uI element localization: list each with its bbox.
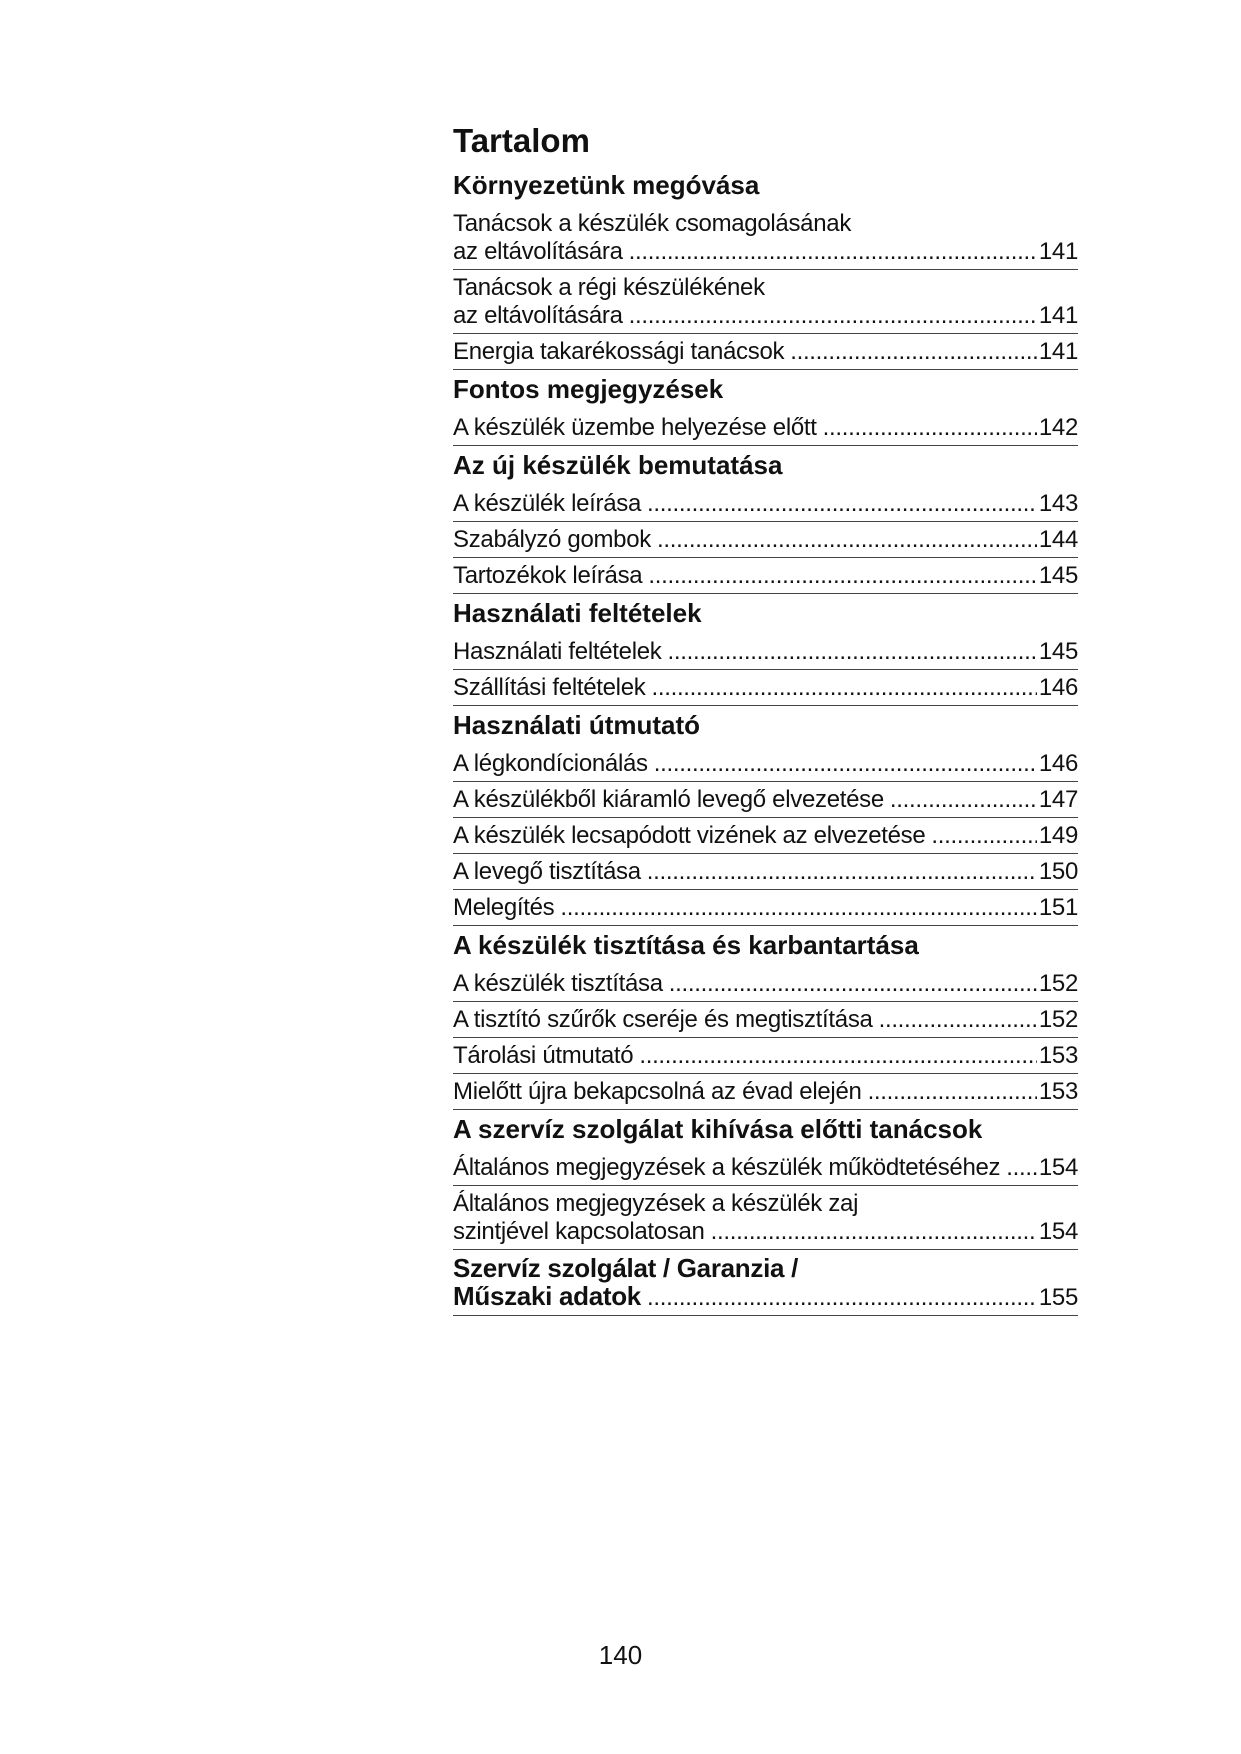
toc-entry-label: Műszaki adatok — [453, 1281, 641, 1311]
toc-entry-label: Szabályzó gombok — [453, 526, 651, 553]
toc-entry-label: Tárolási útmutató — [453, 1042, 634, 1069]
leader-dots — [654, 750, 1037, 778]
toc-entry[interactable] — [453, 558, 1078, 594]
leader-dots — [647, 490, 1037, 518]
toc-entry-line1: Tanácsok a készülék csomagolásának — [453, 210, 852, 237]
toc-entry-page: 141 — [1038, 338, 1078, 365]
toc-entry-page: 149 — [1038, 822, 1078, 849]
toc-section — [453, 170, 1078, 370]
toc-entry-label: Tartozékok leírása — [453, 562, 643, 589]
toc-entry-page: 154 — [1038, 1218, 1078, 1245]
toc-entry[interactable] — [453, 818, 1078, 854]
leader-dots — [931, 822, 1036, 850]
toc-entry-label: Energia takarékossági tanácsok — [453, 338, 785, 365]
toc-entry-page: 151 — [1038, 894, 1078, 921]
toc-entry-label: Szállítási feltételek — [453, 674, 646, 701]
toc-entry[interactable] — [453, 1074, 1078, 1110]
toc-entry-label: A készülék leírása — [453, 490, 642, 517]
toc-entry-label: Általános megjegyzések a készülék működtetéséhez — [453, 1154, 1001, 1181]
toc-entry[interactable] — [453, 522, 1078, 558]
section-heading: A készülék tisztítása és karbantartása — [453, 930, 919, 960]
toc-section — [453, 598, 1078, 706]
leader-dots — [868, 1078, 1037, 1106]
leader-dots — [823, 414, 1037, 442]
toc-entry-page: 153 — [1038, 1042, 1078, 1069]
toc-entry[interactable] — [453, 486, 1078, 522]
toc-entry-label: A készülék üzembe helyezése előtt — [453, 414, 817, 441]
section-heading: Fontos megjegyzések — [453, 374, 724, 404]
section-heading: A szervíz szolgálat kihívása előtti tanácsok — [453, 1114, 983, 1144]
leader-dots — [711, 1218, 1037, 1246]
toc-entry-label: az eltávolítására — [453, 302, 623, 329]
leader-dots — [790, 338, 1037, 366]
toc-entry[interactable] — [453, 206, 1078, 270]
toc-entry-label: A készülékből kiáramló levegő elvezetése — [453, 786, 884, 813]
toc-entry[interactable] — [453, 890, 1078, 926]
leader-dots — [629, 302, 1037, 330]
toc-entry[interactable] — [453, 1002, 1078, 1038]
toc-entry[interactable] — [453, 1038, 1078, 1074]
toc-entry-page: 146 — [1038, 750, 1078, 777]
toc-entry[interactable] — [453, 270, 1078, 334]
toc-entry-label: szintjével kapcsolatosan — [453, 1218, 705, 1245]
leader-dots — [639, 1042, 1037, 1070]
leader-dots — [890, 786, 1037, 814]
toc-entry[interactable] — [453, 1150, 1078, 1186]
toc-section — [453, 450, 1078, 594]
toc-entry[interactable] — [453, 966, 1078, 1002]
leader-dots — [879, 1006, 1037, 1034]
section-heading: Használati feltételek — [453, 598, 702, 628]
toc-entry-page: 145 — [1038, 562, 1078, 589]
leader-dots — [647, 858, 1037, 886]
leader-dots — [560, 894, 1036, 922]
toc-entry-label: A készülék lecsapódott vizének az elvezetése — [453, 822, 926, 849]
toc-entry-label: A légkondícionálás — [453, 750, 648, 777]
leader-dots — [651, 674, 1036, 702]
toc-entry-page: 142 — [1038, 414, 1078, 441]
toc-entry-page: 153 — [1038, 1078, 1078, 1105]
toc-entry[interactable] — [453, 410, 1078, 446]
toc-entry-label: Melegítés — [453, 894, 555, 921]
page-number: 140 — [598, 1640, 643, 1670]
toc-entry-service[interactable] — [453, 1250, 1078, 1316]
toc-section — [453, 374, 1078, 446]
leader-dots — [669, 970, 1037, 998]
toc-entry-page: 152 — [1038, 1006, 1078, 1033]
toc-entry-page: 146 — [1038, 674, 1078, 701]
leader-dots — [657, 526, 1037, 554]
toc-entry-label: A készülék tisztítása — [453, 970, 663, 997]
toc-entry-label: Használati feltételek — [453, 638, 662, 665]
toc-entry-line1: Szervíz szolgálat / Garanzia / — [453, 1253, 799, 1283]
toc-entry-page: 150 — [1038, 858, 1078, 885]
toc-section — [453, 1114, 1078, 1316]
toc-entry-page: 144 — [1038, 526, 1078, 553]
toc-entry-label: A levegő tisztítása — [453, 858, 641, 885]
toc-entry[interactable] — [453, 334, 1078, 370]
toc-entry-label: Mielőtt újra bekapcsolná az évad elején — [453, 1078, 862, 1105]
leader-dots — [629, 238, 1037, 266]
toc-entry-page: 141 — [1038, 302, 1078, 329]
leader-dots — [667, 638, 1036, 666]
toc-entry-page: 143 — [1038, 490, 1078, 517]
toc-entry[interactable] — [453, 782, 1078, 818]
toc-entry-page: 152 — [1038, 970, 1078, 997]
toc-entry-page: 154 — [1038, 1154, 1078, 1181]
toc-entry-label: A tisztító szűrők cseréje és megtisztítása — [453, 1006, 873, 1033]
toc-entry[interactable] — [453, 746, 1078, 782]
section-heading: Az új készülék bemutatása — [453, 450, 783, 480]
toc-section — [453, 930, 1078, 1110]
section-heading: Környezetünk megóvása — [453, 170, 760, 200]
toc-entry[interactable] — [453, 1186, 1078, 1250]
section-heading: Használati útmutató — [453, 710, 701, 740]
toc-entry-label: az eltávolítására — [453, 238, 623, 265]
toc-entry-line1: Tanácsok a régi készülékének — [453, 274, 765, 301]
table-of-contents — [453, 122, 1078, 1316]
toc-entry-page: 155 — [1038, 1284, 1078, 1311]
toc-section — [453, 710, 1078, 926]
toc-entry-page: 141 — [1038, 238, 1078, 265]
leader-dots — [647, 1284, 1037, 1312]
leader-dots — [648, 562, 1036, 590]
toc-entry-page: 147 — [1038, 786, 1078, 813]
toc-entry[interactable] — [453, 670, 1078, 706]
toc-entry-page: 145 — [1038, 638, 1078, 665]
toc-entry[interactable] — [453, 854, 1078, 890]
leader-dots — [1006, 1154, 1037, 1182]
toc-entry-line1: Általános megjegyzések a készülék zaj — [453, 1190, 859, 1217]
toc-entry[interactable] — [453, 634, 1078, 670]
page-title: Tartalom — [453, 122, 590, 159]
